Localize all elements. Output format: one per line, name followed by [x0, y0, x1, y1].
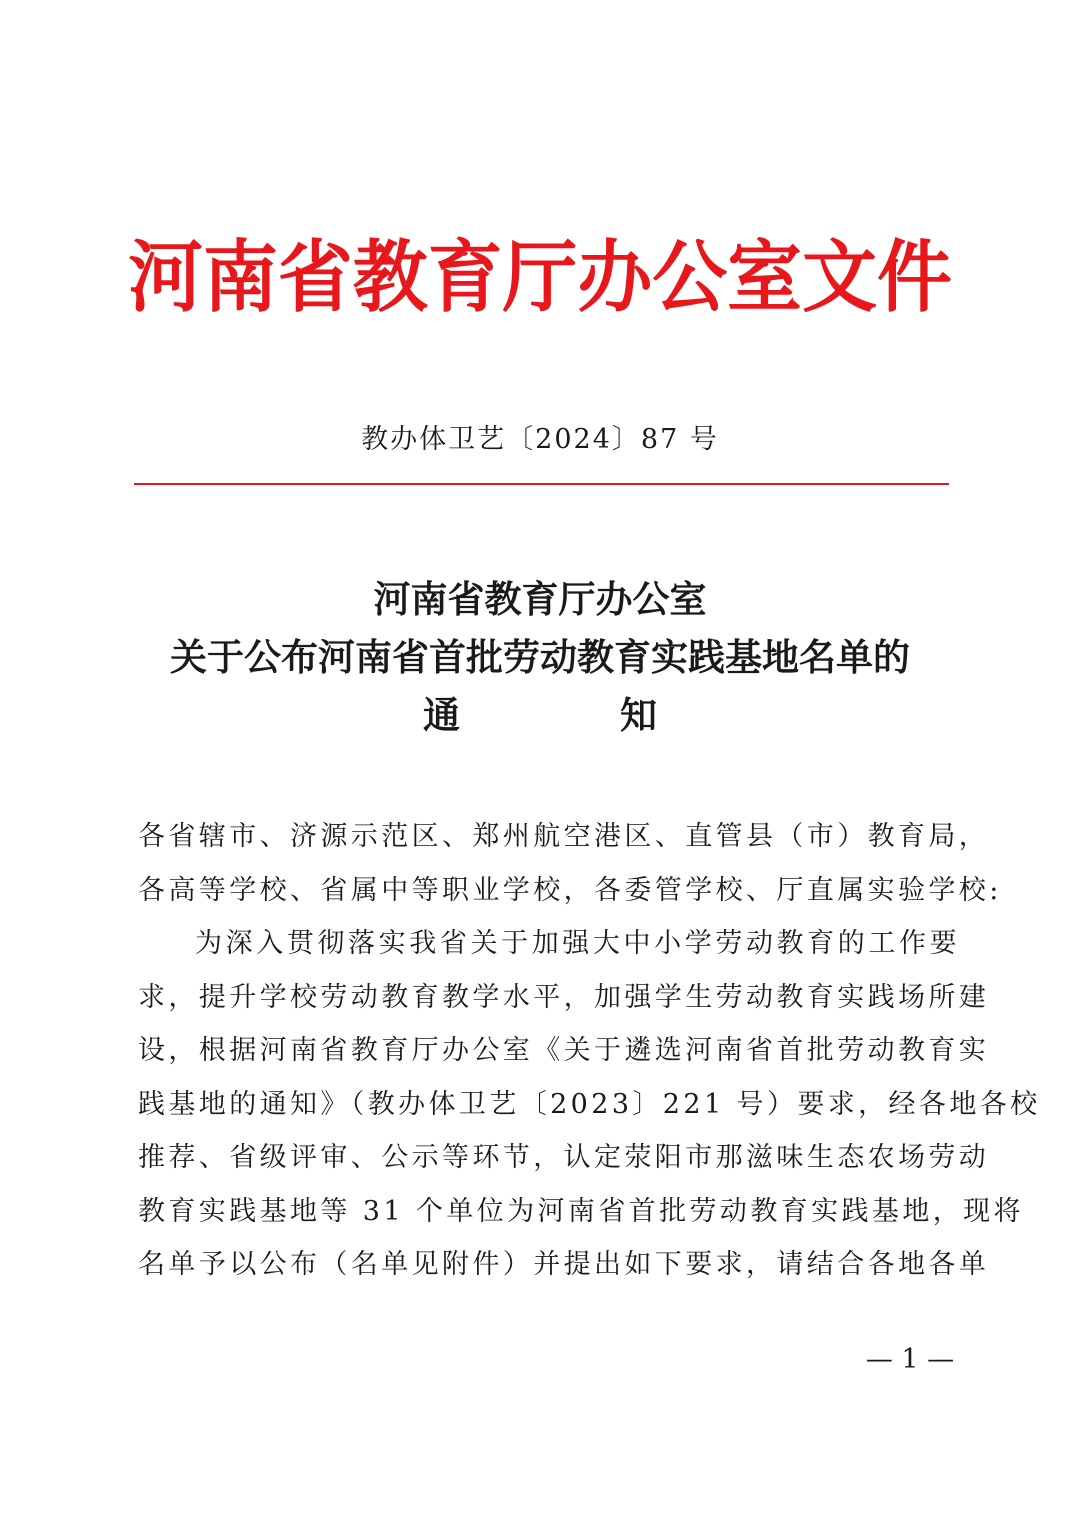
body-line-8: 教育实践基地等 31 个单位为河南省首批劳动教育实践基地，现将 — [138, 1195, 1024, 1227]
body-line-3: 为深入贯彻落实我省关于加强大中小学劳动教育的工作要 — [195, 928, 960, 959]
body-line-5: 设，根据河南省教育厅办公室《关于遴选河南省首批劳动教育实 — [138, 1035, 990, 1066]
document-title — [0, 570, 1080, 744]
body-line-2: 各高等学校、省属中等职业学校，各委管学校、厅直属实验学校: — [138, 874, 1002, 906]
body-line-1: 各省辖市、济源示范区、郑州航空港区、直管县（市）教育局， — [138, 821, 990, 852]
title-line-1: 河南省教育厅办公室 — [373, 577, 707, 621]
body-line-4: 求，提升学校劳动教育教学水平，加强学生劳动教育实践场所建 — [138, 981, 990, 1013]
red-divider-line — [134, 483, 949, 485]
title-char-zhi: 知 — [620, 693, 657, 737]
masthead-title: 河南省教育厅办公室文件 — [128, 232, 952, 323]
title-char-tong: 通 — [423, 693, 460, 737]
document-number: 教办体卫艺〔2024〕87 号 — [361, 424, 719, 455]
title-line-3 — [0, 686, 1080, 744]
body-line-7: 推荐、省级评审、公示等环节，认定荥阳市那滋味生态农场劳动 — [138, 1142, 990, 1173]
title-line-2: 关于公布河南省首批劳动教育实践基地名单的 — [170, 635, 910, 679]
body-line-6: 践基地的通知》（教办体卫艺〔2023〕221 号）要求，经各地各校 — [138, 1088, 1041, 1120]
document-body — [138, 810, 1041, 1292]
body-line-9: 名单予以公布（名单见附件）并提出如下要求，请结合各地各单 — [138, 1249, 990, 1280]
page-number: — 1 — — [865, 1344, 955, 1375]
